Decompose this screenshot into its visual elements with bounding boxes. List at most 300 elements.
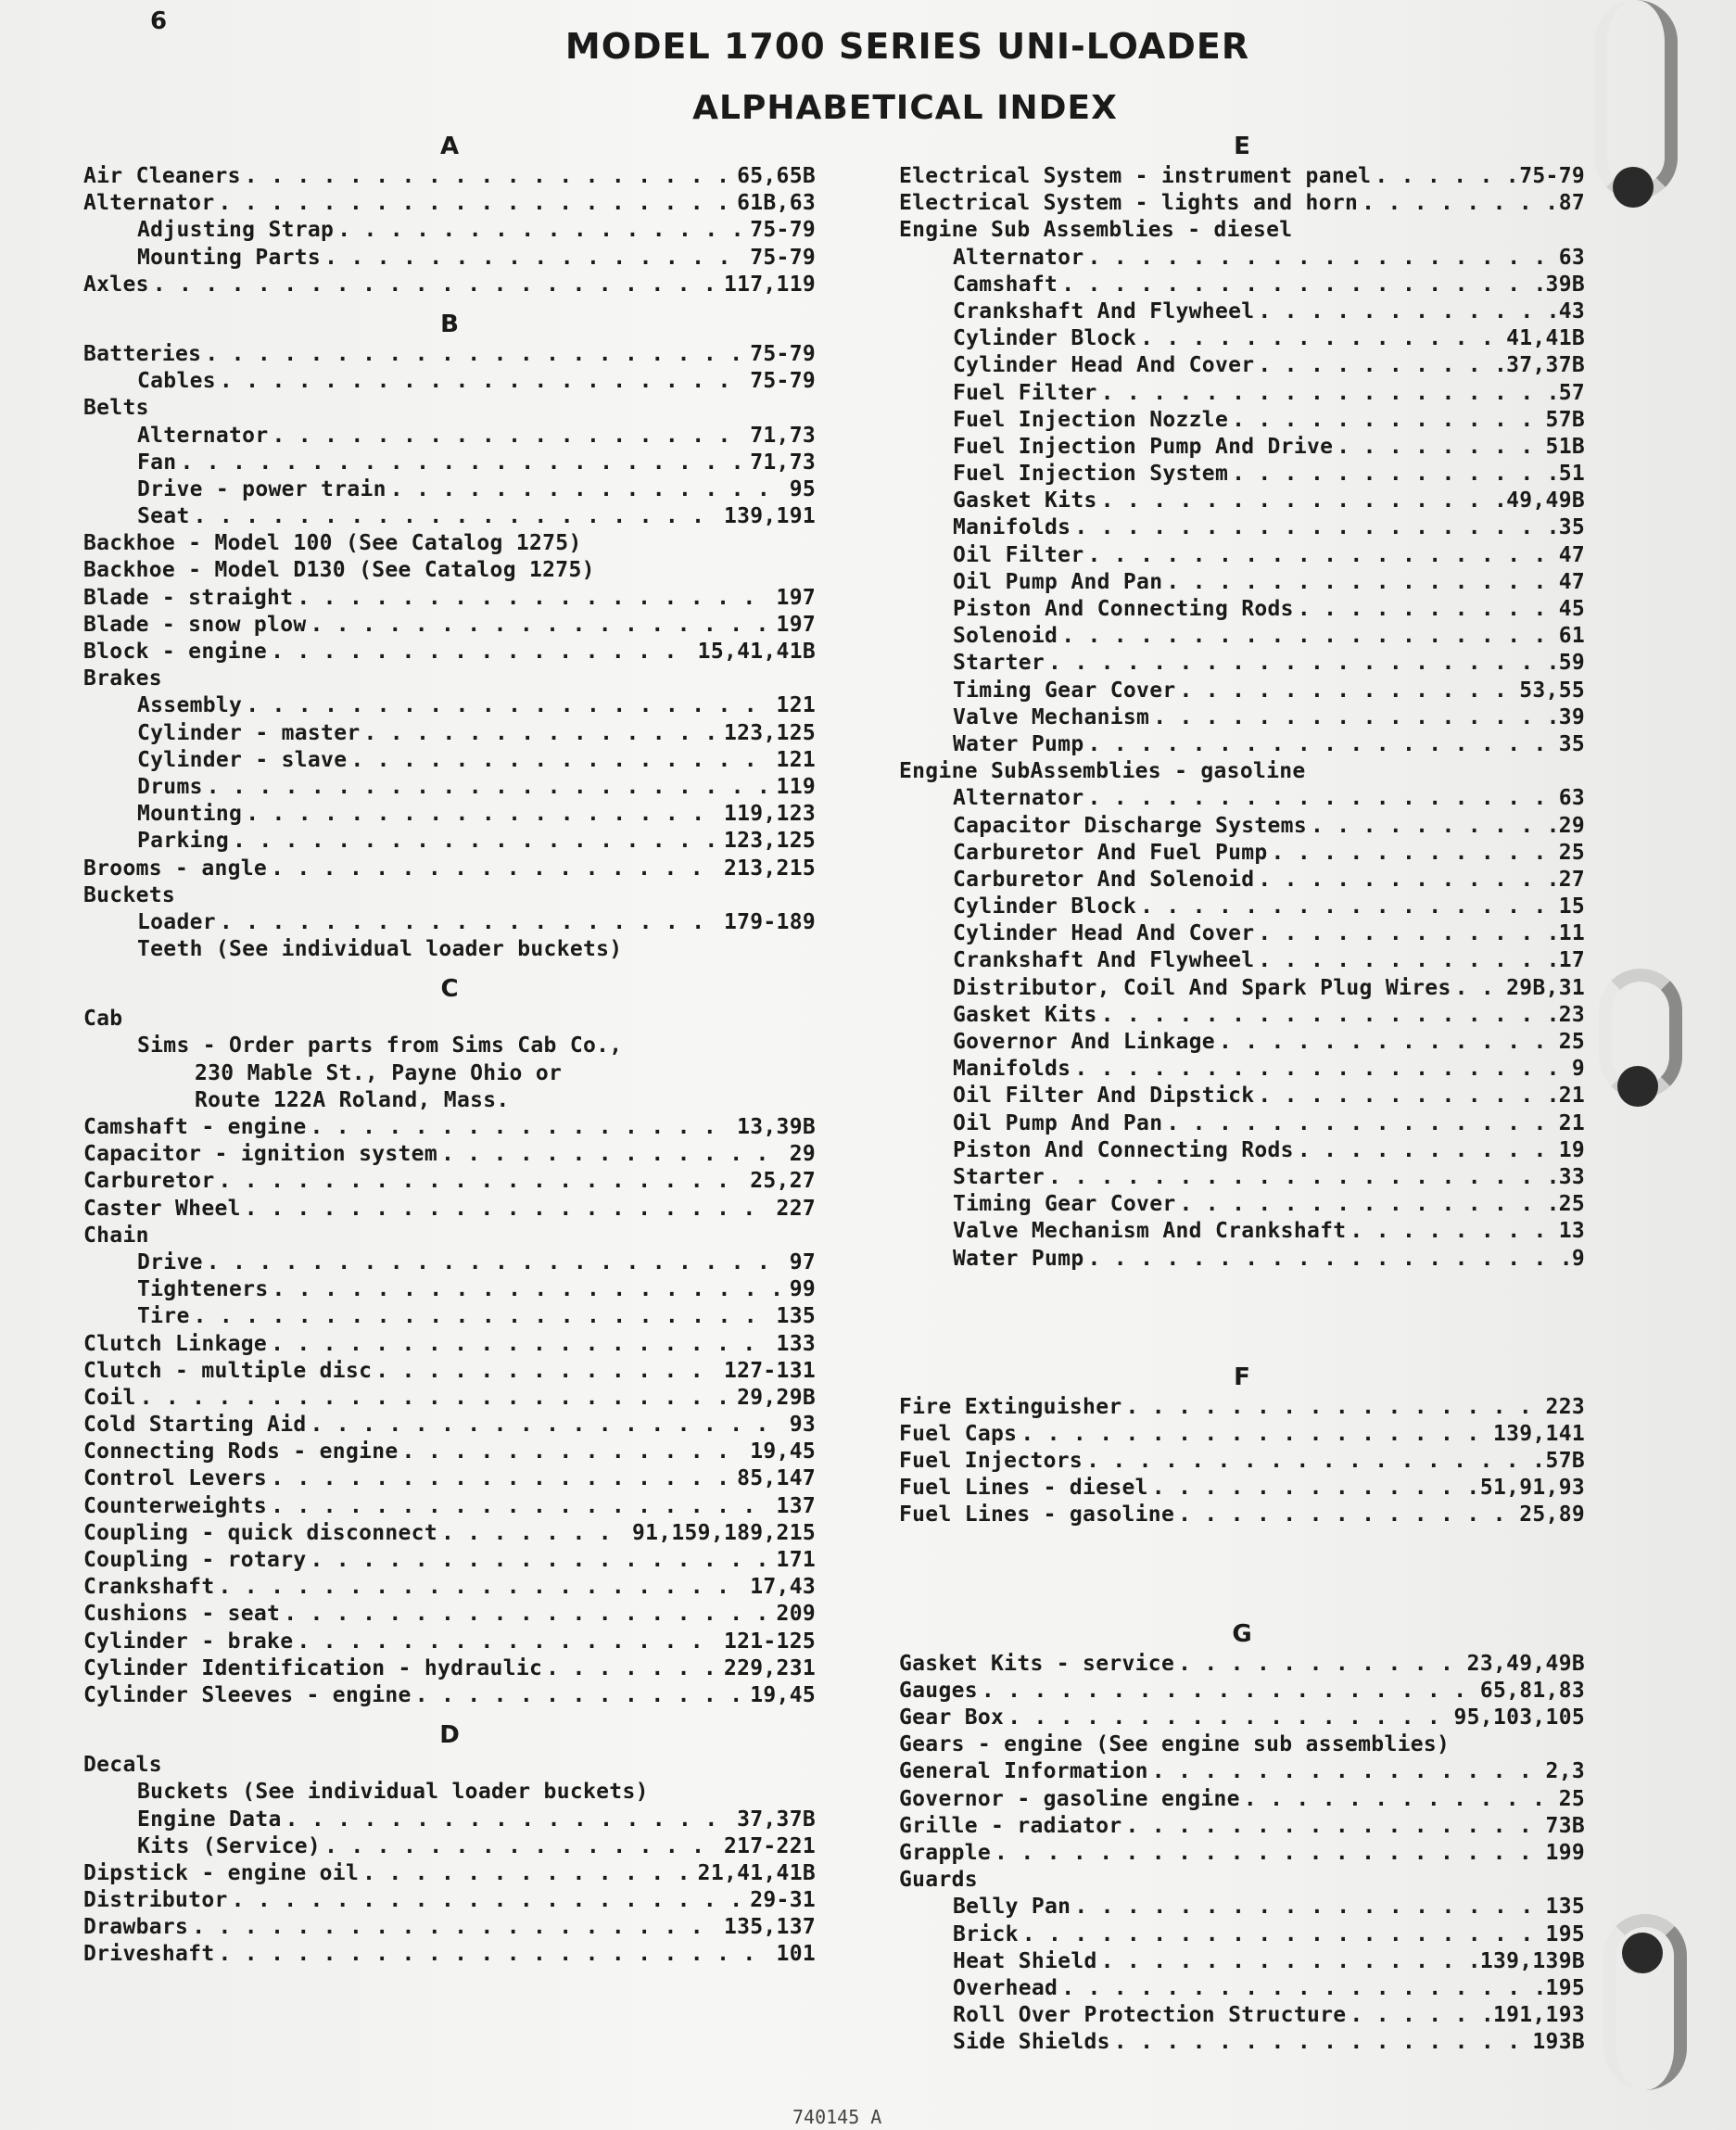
entry-label: Drums xyxy=(137,774,203,799)
entry-label: Alternator xyxy=(953,245,1084,270)
dot-leader xyxy=(297,585,772,612)
index-entry xyxy=(899,569,1585,596)
entry-pages: 57B xyxy=(1545,1449,1585,1474)
index-entry xyxy=(83,856,816,882)
entry-pages: 197 xyxy=(776,612,816,637)
entry-label: Buckets (See individual loader buckets) xyxy=(137,1780,649,1805)
entry-pages: 223 xyxy=(1545,1394,1585,1419)
entry-pages: 29,29B xyxy=(737,1385,816,1410)
entry-label: Cold Starting Aid xyxy=(83,1413,307,1438)
entry-label: Valve Mechanism xyxy=(953,704,1150,729)
index-entry xyxy=(83,476,816,503)
dot-leader xyxy=(1258,352,1502,379)
entry-pages: 47 xyxy=(1558,542,1585,567)
entry-pages: 37,37B xyxy=(737,1807,816,1832)
entry-pages: 39 xyxy=(1558,704,1585,729)
entry-label: Carburetor And Fuel Pump xyxy=(953,840,1268,865)
dot-leader xyxy=(1087,1246,1567,1273)
dot-leader xyxy=(390,476,786,503)
dot-leader xyxy=(1180,1191,1555,1218)
entry-label: Crankshaft And Flywheel xyxy=(953,298,1255,323)
index-entry xyxy=(83,909,816,936)
index-entry xyxy=(899,1029,1585,1056)
index-entry xyxy=(899,758,1585,785)
entry-pages: 117,119 xyxy=(723,272,816,297)
index-entry xyxy=(83,217,816,244)
entry-pages: 95,103,105 xyxy=(1453,1705,1585,1730)
entry-label: Engine Data xyxy=(137,1807,282,1832)
entry-pages: 119 xyxy=(776,774,816,799)
entry-pages: 59 xyxy=(1558,651,1585,676)
dot-leader xyxy=(245,1196,773,1223)
index-entry xyxy=(83,774,816,801)
entry-pages: 2,3 xyxy=(1545,1759,1585,1784)
dot-leader xyxy=(1022,1921,1542,1948)
index-column-left xyxy=(83,130,816,1969)
section-letter: F xyxy=(1234,1363,1250,1391)
entry-label: Camshaft xyxy=(953,272,1058,297)
index-entry xyxy=(899,190,1585,217)
entry-label: Connecting Rods - engine xyxy=(83,1439,399,1464)
index-entry xyxy=(83,1006,816,1033)
index-entry xyxy=(83,1033,816,1059)
dot-leader xyxy=(1178,1502,1515,1528)
index-entry xyxy=(899,1083,1585,1109)
entry-pages: 133 xyxy=(776,1331,816,1356)
entry-label: Cylinder - master xyxy=(137,720,361,745)
entry-pages: 13 xyxy=(1558,1219,1585,1244)
index-entry xyxy=(899,840,1585,867)
index-entry xyxy=(899,1786,1585,1813)
entry-label: Drive xyxy=(137,1249,203,1274)
dot-leader xyxy=(310,612,773,639)
index-entry xyxy=(899,1218,1585,1245)
dot-leader xyxy=(1140,325,1502,352)
entry-pages: 213,215 xyxy=(723,856,816,881)
index-entry xyxy=(83,395,816,422)
index-entry xyxy=(899,650,1585,677)
entry-pages: 121 xyxy=(776,747,816,772)
entry-pages: 73B xyxy=(1545,1813,1585,1838)
entry-pages: 33 xyxy=(1558,1164,1585,1189)
index-entry xyxy=(899,1705,1585,1731)
index-entry xyxy=(899,731,1585,758)
section-letter: A xyxy=(439,133,460,160)
dot-leader xyxy=(362,1860,694,1887)
entry-pages: 123,125 xyxy=(723,829,816,854)
index-entry xyxy=(83,1682,816,1709)
dot-leader xyxy=(1244,1786,1555,1813)
dot-leader xyxy=(284,1601,772,1628)
dot-leader xyxy=(246,692,772,719)
index-entry xyxy=(899,596,1585,623)
entry-pages: 25,27 xyxy=(750,1169,816,1194)
entry-pages: 27 xyxy=(1558,867,1585,892)
entry-label: Kits (Service) xyxy=(137,1833,322,1858)
entry-label: Backhoe - Model D130 (See Catalog 1275) xyxy=(83,558,595,583)
dot-leader xyxy=(218,1574,746,1601)
entry-pages: 25 xyxy=(1558,1786,1585,1811)
entry-label: Solenoid xyxy=(953,624,1058,649)
dot-leader xyxy=(1061,272,1541,298)
entry-pages: 123,125 xyxy=(723,720,816,745)
entry-label: Caster Wheel xyxy=(83,1196,241,1221)
entry-label: Sims - Order parts from Sims Cab Co., xyxy=(137,1033,623,1059)
entry-label: Manifolds xyxy=(953,515,1071,540)
entry-label: Overhead xyxy=(953,1975,1058,2000)
entry-pages: 49,49B xyxy=(1506,488,1585,513)
dot-leader xyxy=(375,1358,720,1385)
entry-pages: 29-31 xyxy=(750,1888,816,1913)
dot-leader xyxy=(1086,1448,1541,1475)
index-entry xyxy=(899,245,1585,272)
entry-label: Blade - straight xyxy=(83,585,294,610)
page-subtitle: ALPHABETICAL INDEX xyxy=(692,89,1118,127)
entry-label: Electrical System - instrument panel xyxy=(899,164,1372,188)
section-letter: D xyxy=(439,1721,460,1750)
entry-label: Belts xyxy=(83,396,149,421)
dot-leader xyxy=(1350,2002,1489,2029)
section-letter: G xyxy=(1232,1619,1252,1648)
entry-label: Camshaft - engine xyxy=(83,1115,307,1139)
dot-leader xyxy=(1126,1394,1542,1421)
index-entry xyxy=(899,678,1585,704)
entry-pages: 71,73 xyxy=(750,450,816,475)
entry-pages: 97 xyxy=(789,1249,816,1274)
entry-label: Coupling - quick disconnect xyxy=(83,1520,437,1545)
entry-pages: 217-221 xyxy=(723,1833,816,1858)
entry-pages: 119,123 xyxy=(723,802,816,827)
entry-pages: 139,191 xyxy=(723,504,816,529)
index-entry xyxy=(899,542,1585,569)
entry-pages: 75-79 xyxy=(1519,164,1585,188)
dot-leader xyxy=(324,1833,720,1860)
entry-pages: 21 xyxy=(1558,1084,1585,1109)
entry-label: Fuel Caps xyxy=(899,1421,1018,1446)
index-entry xyxy=(899,1394,1585,1421)
section-spacer xyxy=(83,298,816,308)
entry-pages: 29 xyxy=(1558,813,1585,838)
entry-pages: 171 xyxy=(776,1548,816,1572)
entry-pages: 25,89 xyxy=(1519,1502,1585,1528)
dot-leader xyxy=(153,272,720,298)
index-entry xyxy=(899,1056,1585,1083)
entry-label: Water Pump xyxy=(953,1246,1084,1271)
index-entry xyxy=(899,461,1585,488)
index-entry xyxy=(899,352,1585,379)
dot-leader xyxy=(1152,1475,1476,1502)
entry-label: Cylinder - brake xyxy=(83,1629,294,1654)
entry-pages: 135 xyxy=(1545,1895,1585,1920)
entry-label: Control Levers xyxy=(83,1466,268,1491)
index-entry xyxy=(899,867,1585,894)
dot-leader xyxy=(1298,1137,1555,1164)
index-entry xyxy=(83,612,816,639)
entry-pages: 195 xyxy=(1545,1975,1585,2000)
entry-label: Brick xyxy=(953,1921,1019,1946)
dot-leader xyxy=(194,1303,773,1330)
index-entry xyxy=(83,882,816,909)
entry-label: Fuel Lines - diesel xyxy=(899,1476,1148,1501)
entry-label: Driveshaft xyxy=(83,1942,215,1967)
entry-label: Air Cleaners xyxy=(83,164,241,188)
dot-leader xyxy=(297,1629,720,1655)
dot-leader xyxy=(310,1114,734,1141)
dot-leader xyxy=(1074,1056,1568,1083)
dot-leader xyxy=(1298,596,1555,623)
index-entry xyxy=(899,1731,1585,1758)
entry-label: Side Shields xyxy=(953,2030,1110,2055)
entry-label: Counterweights xyxy=(83,1493,268,1518)
entry-label: Brakes xyxy=(83,666,162,691)
entry-label: Mounting Parts xyxy=(137,245,322,270)
entry-pages: 229,231 xyxy=(723,1655,816,1680)
entry-pages: 95 xyxy=(789,476,816,501)
entry-pages: 9 xyxy=(1571,1057,1585,1082)
index-entry xyxy=(899,1813,1585,1840)
dot-leader xyxy=(232,1887,747,1914)
index-entry xyxy=(83,1465,816,1492)
entry-pages: 121 xyxy=(776,693,816,718)
index-entry xyxy=(899,975,1585,1002)
entry-label: Adjusting Strap xyxy=(137,218,335,243)
entry-pages: 65,81,83 xyxy=(1479,1678,1585,1703)
entry-pages: 91,159,189,215 xyxy=(631,1520,816,1545)
entry-pages: 19,45 xyxy=(750,1439,816,1464)
entry-label: Cab xyxy=(83,1007,123,1032)
entry-label: 230 Mable St., Payne Ohio or xyxy=(195,1060,563,1085)
entry-label: Oil Pump And Pan xyxy=(953,1110,1163,1135)
index-entry xyxy=(83,1087,816,1114)
index-entry xyxy=(83,1520,816,1547)
entry-pages: 25 xyxy=(1558,840,1585,865)
entry-pages: 57B xyxy=(1545,407,1585,432)
entry-pages: 9 xyxy=(1571,1246,1585,1271)
index-entry xyxy=(83,585,816,612)
dot-leader xyxy=(218,1168,746,1195)
index-entry xyxy=(83,1941,816,1968)
dot-leader xyxy=(1258,298,1554,325)
dot-leader xyxy=(194,503,720,530)
entry-label: Timing Gear Cover xyxy=(953,678,1176,703)
entry-pages: 75-79 xyxy=(750,369,816,394)
dot-leader xyxy=(1232,407,1541,434)
entry-label: Fuel Injection Pump And Drive xyxy=(953,434,1334,459)
entry-pages: 37,37B xyxy=(1506,353,1585,378)
entry-label: Cushions - seat xyxy=(83,1602,281,1627)
entry-label: Cylinder Sleeves - engine xyxy=(83,1682,412,1707)
entry-pages: 51 xyxy=(1558,462,1585,487)
dot-leader xyxy=(180,450,746,476)
entry-label: Gasket Kits xyxy=(953,1002,1097,1027)
entry-pages: 191,193 xyxy=(1492,2003,1585,2028)
entry-label: Seat xyxy=(137,504,190,529)
entry-label: Water Pump xyxy=(953,731,1084,756)
dot-leader xyxy=(1048,650,1555,677)
entry-pages: 13,39B xyxy=(737,1115,816,1139)
index-entry xyxy=(83,503,816,530)
entry-label: Blade - snow plow xyxy=(83,612,307,637)
index-entry xyxy=(83,1779,816,1806)
entry-label: Drive - power train xyxy=(137,476,386,501)
dot-leader xyxy=(1126,1813,1542,1840)
entry-label: Fuel Injectors xyxy=(899,1449,1083,1474)
dot-leader xyxy=(220,909,720,936)
index-entry xyxy=(899,1975,1585,2002)
dot-leader xyxy=(1337,434,1541,461)
entry-label: Cylinder - slave xyxy=(137,747,348,772)
entry-label: Fire Extinguisher xyxy=(899,1394,1122,1419)
entry-pages: 99 xyxy=(789,1277,816,1302)
index-entry xyxy=(899,894,1585,920)
index-entry xyxy=(899,1651,1585,1678)
index-entry xyxy=(83,1223,816,1249)
dot-leader xyxy=(1087,731,1554,758)
entry-label: Tighteners xyxy=(137,1277,269,1302)
index-entry xyxy=(83,368,816,395)
dot-leader xyxy=(1074,1894,1541,1921)
entry-pages: 23 xyxy=(1558,1002,1585,1027)
index-entry xyxy=(83,1752,816,1779)
dot-leader xyxy=(1152,1758,1542,1785)
index-entry xyxy=(83,1303,816,1330)
entry-pages: 57 xyxy=(1558,380,1585,405)
dot-leader xyxy=(271,1465,733,1492)
index-entry xyxy=(899,1421,1585,1448)
index-entry xyxy=(83,1655,816,1682)
index-entry xyxy=(899,813,1585,840)
entry-label: Gauges xyxy=(899,1678,978,1703)
index-entry xyxy=(899,785,1585,812)
dot-leader xyxy=(1350,1218,1554,1245)
entry-label: Cylinder Block xyxy=(953,894,1137,919)
entry-label: Backhoe - Model 100 (See Catalog 1275) xyxy=(83,531,582,556)
dot-leader xyxy=(1007,1705,1450,1731)
dot-leader xyxy=(1101,1002,1555,1029)
index-entry xyxy=(899,947,1585,974)
entry-label: Gear Box xyxy=(899,1705,1005,1730)
index-entry xyxy=(83,828,816,855)
entry-label: Clutch - multiple disc xyxy=(83,1358,373,1383)
entry-label: Parking xyxy=(137,829,230,854)
index-entry xyxy=(83,639,816,666)
section-spacer xyxy=(899,1529,1585,1617)
footer-code: 740145 A xyxy=(792,2106,882,2128)
dot-leader xyxy=(1180,678,1516,704)
entry-pages: 85,147 xyxy=(737,1466,816,1491)
index-entry xyxy=(83,1141,816,1168)
entry-pages: 51,91,93 xyxy=(1479,1476,1585,1501)
dot-leader xyxy=(1087,245,1554,272)
entry-label: Piston And Connecting Rods xyxy=(953,1137,1294,1162)
entry-pages: 121-125 xyxy=(723,1629,816,1654)
entry-label: Axles xyxy=(83,272,149,297)
entry-pages: 21,41,41B xyxy=(697,1860,816,1885)
entry-pages: 29B,31 xyxy=(1506,975,1585,1000)
entry-label: Drawbars xyxy=(83,1915,189,1940)
entry-pages: 25 xyxy=(1558,1192,1585,1217)
dot-leader xyxy=(441,1141,786,1168)
entry-label: Manifolds xyxy=(953,1057,1071,1082)
entry-pages: 179-189 xyxy=(723,909,816,934)
index-entry xyxy=(83,1331,816,1358)
section-spacer xyxy=(83,1709,816,1718)
entry-label: Timing Gear Cover xyxy=(953,1192,1176,1217)
index-entry xyxy=(83,1114,816,1141)
index-entry xyxy=(83,1439,816,1465)
index-entry xyxy=(899,1678,1585,1705)
entry-label: Piston And Connecting Rods xyxy=(953,597,1294,621)
entry-pages: 63 xyxy=(1558,245,1585,270)
entry-label: Dipstick - engine oil xyxy=(83,1860,360,1885)
entry-pages: 39B xyxy=(1545,272,1585,297)
dot-leader xyxy=(1074,514,1554,541)
index-entry xyxy=(83,1914,816,1941)
punch-hole-top xyxy=(1613,167,1654,208)
index-entry xyxy=(83,936,816,963)
entry-pages: 45 xyxy=(1558,597,1585,621)
dot-leader xyxy=(272,423,746,450)
entry-label: Oil Filter And Dipstick xyxy=(953,1084,1255,1109)
index-entry xyxy=(83,1412,816,1439)
index-entry xyxy=(899,1921,1585,1948)
entry-label: Fan xyxy=(137,450,177,475)
dot-leader xyxy=(205,341,746,368)
entry-label: Clutch Linkage xyxy=(83,1331,268,1356)
entry-label: General Information xyxy=(899,1759,1148,1784)
page-title: MODEL 1700 SERIES UNI-LOADER xyxy=(564,26,1250,67)
dot-leader xyxy=(1101,488,1502,514)
index-entry xyxy=(899,2002,1585,2029)
index-entry xyxy=(83,245,816,272)
dot-leader xyxy=(271,856,720,882)
entry-pages: 21 xyxy=(1558,1110,1585,1135)
dot-leader xyxy=(415,1682,747,1709)
entry-label: Fuel Lines - gasoline xyxy=(899,1502,1175,1528)
index-entry xyxy=(899,163,1585,190)
index-entry xyxy=(899,623,1585,650)
index-entry xyxy=(83,1860,816,1887)
entry-pages: 135,137 xyxy=(723,1915,816,1940)
entry-label: Tire xyxy=(137,1304,190,1329)
index-entry xyxy=(899,1137,1585,1164)
dot-leader xyxy=(1048,1164,1555,1191)
dot-leader xyxy=(1178,1651,1464,1678)
dot-leader xyxy=(546,1655,720,1682)
entry-label: Grapple xyxy=(899,1840,992,1865)
index-entry xyxy=(83,1493,816,1520)
entry-label: Starter xyxy=(953,1164,1045,1189)
entry-label: Alternator xyxy=(83,191,215,216)
index-entry xyxy=(83,1574,816,1601)
index-entry xyxy=(899,325,1585,352)
entry-pages: 75-79 xyxy=(750,245,816,270)
entry-pages: 139,139B xyxy=(1479,1948,1585,1973)
entry-label: Route 122A Roland, Mass. xyxy=(195,1087,510,1112)
entry-pages: 53,55 xyxy=(1519,678,1585,703)
dot-leader xyxy=(1166,1110,1554,1137)
dot-leader xyxy=(272,1276,785,1303)
entry-label: Batteries xyxy=(83,341,202,366)
index-entry xyxy=(899,1110,1585,1137)
dot-leader xyxy=(192,1914,720,1941)
entry-pages: 17 xyxy=(1558,948,1585,973)
entry-label: Governor - gasoline engine xyxy=(899,1786,1240,1811)
entry-pages: 35 xyxy=(1558,731,1585,756)
index-entry xyxy=(899,1475,1585,1502)
dot-leader xyxy=(1140,894,1555,920)
entry-label: Teeth (See individual loader buckets) xyxy=(137,937,623,962)
